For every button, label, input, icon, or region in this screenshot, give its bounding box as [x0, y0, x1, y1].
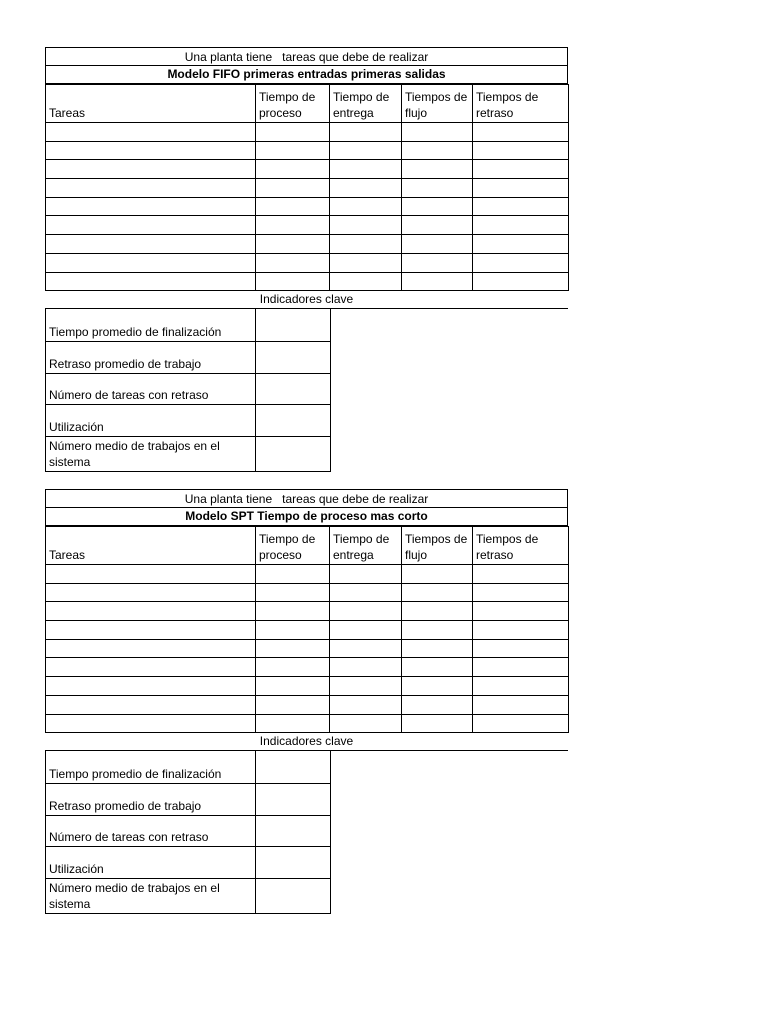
header-tiempo-entrega: Tiempo de entrega	[330, 85, 402, 123]
table-cell	[256, 253, 330, 272]
table-cell	[473, 179, 569, 198]
header-tiempos-retraso: Tiempos de retraso	[473, 85, 569, 123]
table-cell	[330, 583, 402, 602]
table-cell	[473, 621, 569, 640]
table-cell	[46, 677, 256, 696]
indicator-row	[46, 404, 331, 436]
table-row	[46, 160, 569, 179]
table-cell	[256, 658, 330, 677]
indicator-value	[256, 846, 331, 878]
table-cell	[402, 141, 473, 160]
table-cell	[402, 621, 473, 640]
table-cell	[256, 602, 330, 621]
table-row	[46, 714, 569, 733]
table-cell	[402, 695, 473, 714]
table-cell	[330, 123, 402, 142]
table-cell	[402, 179, 473, 198]
table-cell	[473, 141, 569, 160]
table-row	[46, 677, 569, 696]
indicator-value	[256, 783, 331, 815]
table-cell	[330, 695, 402, 714]
table-cell	[256, 216, 330, 235]
table-row	[46, 658, 569, 677]
table-cell	[330, 235, 402, 254]
indicator-row	[46, 309, 331, 341]
table-row	[46, 179, 569, 198]
indicator-value	[256, 436, 331, 471]
indicator-label: Retraso promedio de trabajo	[46, 341, 256, 373]
table-cell	[330, 179, 402, 198]
table-cell	[46, 235, 256, 254]
indicator-label: Utilización	[46, 404, 256, 436]
table-cell	[256, 235, 330, 254]
table-cell	[46, 714, 256, 733]
table-cell	[473, 216, 569, 235]
table-cell	[402, 253, 473, 272]
table-cell	[330, 216, 402, 235]
header-tareas: Tareas	[46, 527, 256, 565]
table-cell	[330, 160, 402, 179]
header-tiempos-flujo: Tiempos de flujo	[402, 527, 473, 565]
table-cell	[330, 602, 402, 621]
table-cell	[330, 272, 402, 291]
table-cell	[256, 621, 330, 640]
indicator-value	[256, 341, 331, 373]
indicator-row	[46, 815, 331, 846]
table-row	[46, 141, 569, 160]
table-cell	[256, 714, 330, 733]
tasks-table	[45, 526, 569, 733]
indicator-value	[256, 815, 331, 846]
table-cell	[330, 621, 402, 640]
fifo-section	[45, 47, 568, 472]
table-cell	[402, 216, 473, 235]
table-cell	[330, 639, 402, 658]
indicator-label: Tiempo promedio de finalización	[46, 309, 256, 341]
indicator-label: Utilización	[46, 846, 256, 878]
table-cell	[256, 695, 330, 714]
table-cell	[473, 197, 569, 216]
indicator-value	[256, 404, 331, 436]
table-row	[46, 216, 569, 235]
header-tareas: Tareas	[46, 85, 256, 123]
indicator-row	[46, 436, 331, 471]
table-cell	[256, 123, 330, 142]
section-title: Una planta tiene tareas que debe de realizar	[45, 489, 568, 507]
model-title: Modelo FIFO primeras entradas primeras salidas	[45, 65, 568, 84]
table-cell	[46, 621, 256, 640]
table-cell	[473, 253, 569, 272]
table-cell	[46, 141, 256, 160]
table-cell	[473, 160, 569, 179]
table-row	[46, 639, 569, 658]
table-row	[46, 695, 569, 714]
indicator-row	[46, 846, 331, 878]
table-row	[46, 602, 569, 621]
table-cell	[402, 639, 473, 658]
table-cell	[473, 123, 569, 142]
table-cell	[256, 272, 330, 291]
table-cell	[256, 197, 330, 216]
table-row	[46, 272, 569, 291]
table-header-row	[46, 527, 569, 565]
indicator-label: Número de tareas con retraso	[46, 373, 256, 404]
table-cell	[46, 179, 256, 198]
table-cell	[402, 714, 473, 733]
table-cell	[46, 123, 256, 142]
table-cell	[402, 197, 473, 216]
table-cell	[330, 253, 402, 272]
table-cell	[402, 565, 473, 584]
model-title: Modelo SPT Tiempo de proceso mas corto	[45, 507, 568, 526]
table-row	[46, 197, 569, 216]
table-row	[46, 583, 569, 602]
table-cell	[256, 583, 330, 602]
table-cell	[46, 253, 256, 272]
indicator-row	[46, 751, 331, 783]
indicators-table	[45, 751, 331, 914]
table-cell	[402, 677, 473, 696]
tasks-body	[46, 123, 569, 291]
table-cell	[256, 160, 330, 179]
table-cell	[256, 639, 330, 658]
table-cell	[330, 658, 402, 677]
table-cell	[402, 123, 473, 142]
table-cell	[402, 658, 473, 677]
table-cell	[46, 639, 256, 658]
table-cell	[473, 272, 569, 291]
section-title: Una planta tiene tareas que debe de realizar	[45, 47, 568, 65]
tasks-table	[45, 84, 569, 291]
table-cell	[330, 677, 402, 696]
table-cell	[402, 602, 473, 621]
indicator-row	[46, 373, 331, 404]
table-row	[46, 253, 569, 272]
table-cell	[473, 658, 569, 677]
table-cell	[473, 677, 569, 696]
header-tiempo-proceso: Tiempo de proceso	[256, 527, 330, 565]
table-cell	[330, 197, 402, 216]
indicator-label: Retraso promedio de trabajo	[46, 783, 256, 815]
table-cell	[473, 235, 569, 254]
indicator-row	[46, 878, 331, 913]
table-cell	[46, 216, 256, 235]
table-row	[46, 123, 569, 142]
spt-section	[45, 489, 568, 914]
header-tiempos-retraso: Tiempos de retraso	[473, 527, 569, 565]
table-cell	[473, 583, 569, 602]
table-cell	[256, 179, 330, 198]
table-row	[46, 235, 569, 254]
indicator-label: Número medio de trabajos en el sistema	[46, 878, 256, 913]
indicator-label: Número medio de trabajos en el sistema	[46, 436, 256, 471]
table-cell	[46, 272, 256, 291]
table-cell	[46, 565, 256, 584]
table-cell	[473, 565, 569, 584]
indicators-title: Indicadores clave	[45, 733, 568, 751]
header-tiempos-flujo: Tiempos de flujo	[402, 85, 473, 123]
table-cell	[402, 235, 473, 254]
table-cell	[256, 677, 330, 696]
table-cell	[46, 160, 256, 179]
table-cell	[330, 141, 402, 160]
table-cell	[256, 141, 330, 160]
table-cell	[473, 714, 569, 733]
table-cell	[46, 197, 256, 216]
header-tiempo-proceso: Tiempo de proceso	[256, 85, 330, 123]
header-tiempo-entrega: Tiempo de entrega	[330, 527, 402, 565]
indicators-title: Indicadores clave	[45, 291, 568, 309]
indicator-row	[46, 341, 331, 373]
table-cell	[256, 565, 330, 584]
indicator-label: Número de tareas con retraso	[46, 815, 256, 846]
indicator-value	[256, 373, 331, 404]
table-cell	[46, 602, 256, 621]
indicator-row	[46, 783, 331, 815]
table-cell	[473, 602, 569, 621]
indicator-value	[256, 309, 331, 341]
table-cell	[46, 658, 256, 677]
table-row	[46, 621, 569, 640]
table-cell	[402, 160, 473, 179]
indicator-value	[256, 751, 331, 783]
tasks-body	[46, 565, 569, 733]
table-cell	[46, 695, 256, 714]
table-cell	[330, 565, 402, 584]
table-row	[46, 565, 569, 584]
table-cell	[402, 272, 473, 291]
indicator-value	[256, 878, 331, 913]
indicator-label: Tiempo promedio de finalización	[46, 751, 256, 783]
indicators-table	[45, 309, 331, 472]
table-cell	[402, 583, 473, 602]
table-cell	[473, 695, 569, 714]
table-cell	[46, 583, 256, 602]
table-cell	[473, 639, 569, 658]
table-header-row	[46, 85, 569, 123]
table-cell	[330, 714, 402, 733]
